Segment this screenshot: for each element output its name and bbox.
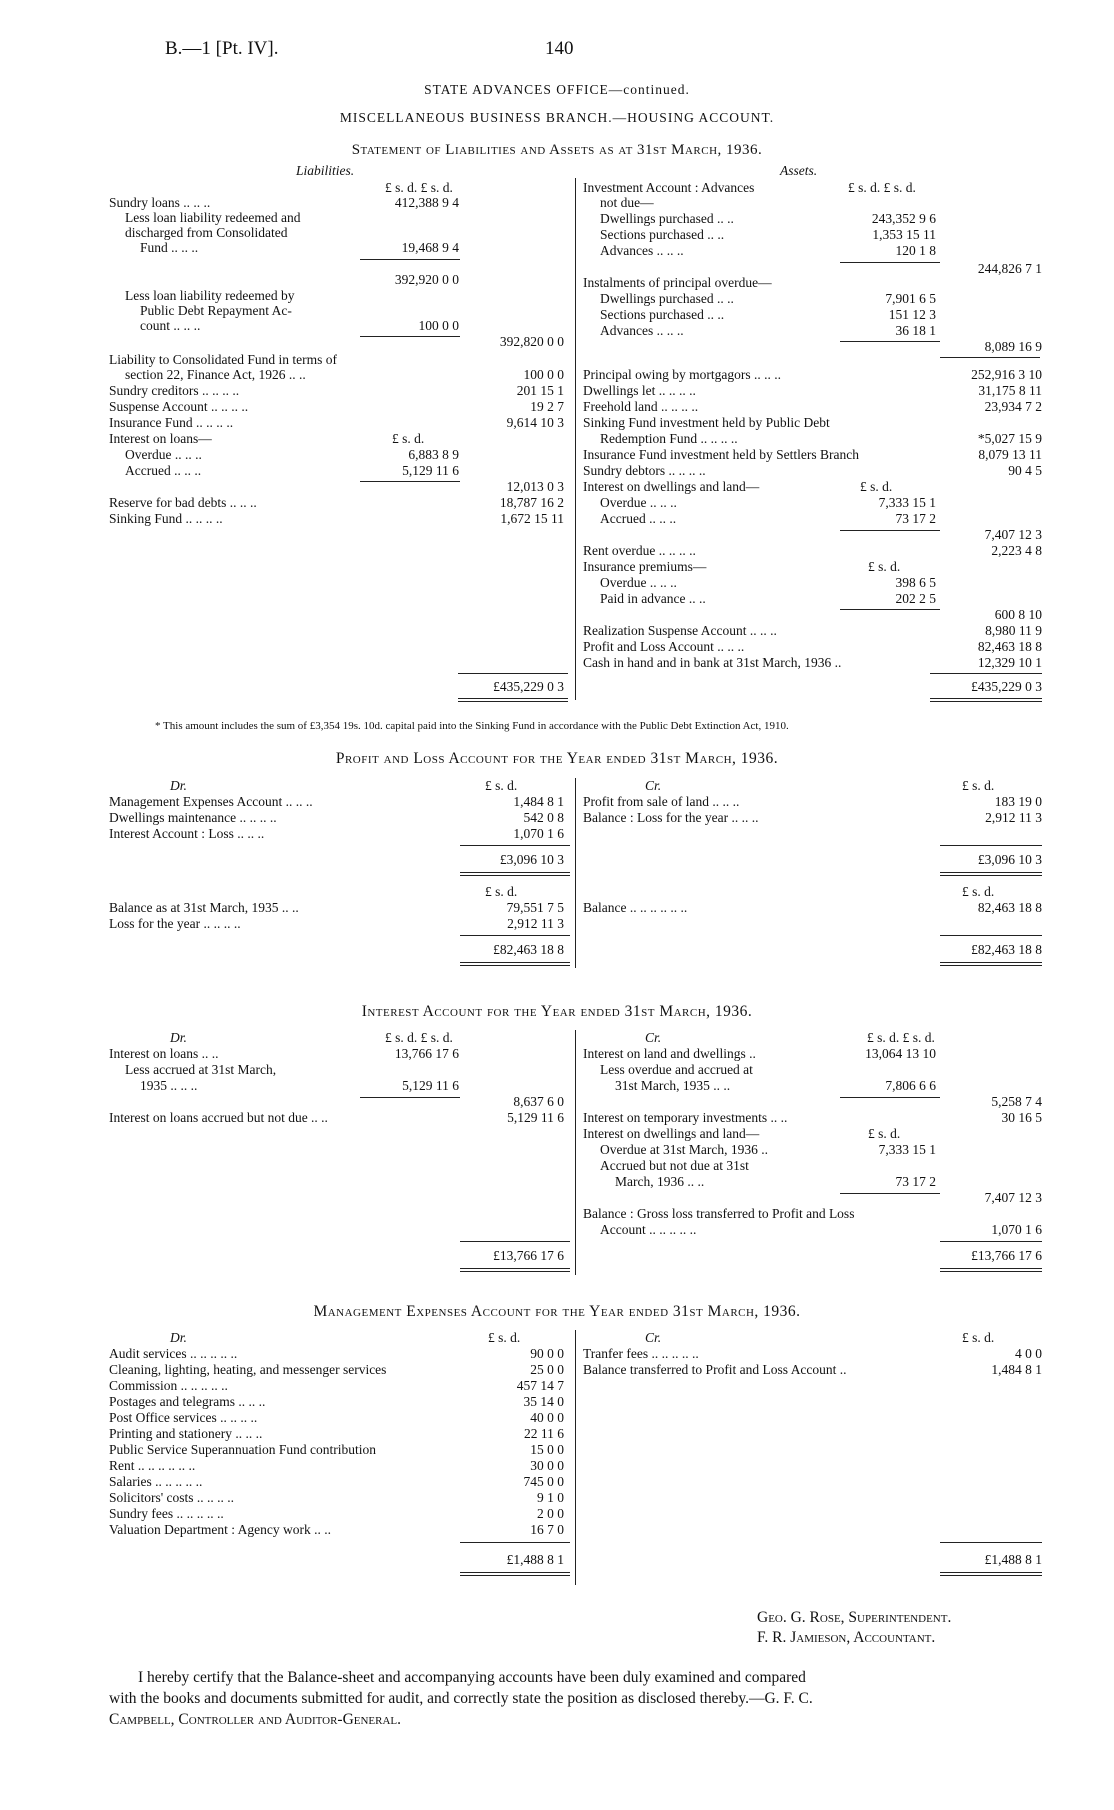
asset-amount: 8,980 11 9 [985, 623, 1042, 638]
rule [460, 1542, 570, 1543]
pl-debit-item: Balance as at 31st March, 1935 .. .. [109, 900, 299, 915]
ia-credit-item: 31st March, 1935 .. .. [615, 1078, 731, 1093]
lsd-header: £ s. d. £ s. d. [867, 1030, 935, 1045]
ia-debit-amount: 13,766 17 6 [394, 1046, 459, 1061]
credit-label: Cr. [645, 778, 662, 793]
certificate-line: Campbell, Controller and Auditor-General. [109, 1711, 402, 1728]
rule [460, 1572, 570, 1573]
asset-label: Insurance premiums— [583, 559, 707, 574]
column-divider [575, 178, 576, 700]
me-credit-amount: 1,484 8 1 [991, 1362, 1042, 1377]
rule [930, 673, 1042, 674]
me-item-label: Postages and telegrams .. .. .. [109, 1394, 266, 1409]
asset-label: Advances .. .. .. [600, 323, 684, 338]
footnote: * This amount includes the sum of £3,354 19s. 10d. capital paid into the Sinking Fund in accordance with the Public Debt Extinction Act, 1910. [155, 720, 789, 732]
asset-label: Interest on dwellings and land— [583, 479, 760, 494]
ia-debit-item: Interest on loans .. .. [109, 1046, 219, 1061]
rule [940, 875, 1042, 876]
lsd-header: £ s. d. [485, 884, 518, 899]
rule [460, 935, 570, 936]
pl-debit-amount: 79,551 7 5 [506, 900, 564, 915]
liability-label: Insurance Fund .. .. .. .. [109, 415, 234, 430]
liability-subtotal: 392,920 0 0 [394, 272, 459, 287]
liability-amount: 19,468 9 4 [401, 240, 459, 255]
liability-label: Reserve for bad debts .. .. .. [109, 495, 257, 510]
asset-label: Instalments of principal overdue— [583, 275, 772, 290]
me-item-amount: 35 14 0 [523, 1394, 564, 1409]
pl-total: £82,463 18 8 [971, 942, 1042, 957]
me-credit-item: Balance transferred to Profit and Loss Account .. [583, 1362, 847, 1377]
me-item-amount: 457 14 7 [516, 1378, 564, 1393]
liability-label: Less loan liability redeemed by [125, 288, 295, 303]
liability-amount: 1,672 15 11 [500, 511, 564, 526]
asset-amount: 1,353 15 11 [872, 227, 936, 242]
me-item-amount: 22 11 6 [524, 1426, 564, 1441]
debit-label: Dr. [170, 1030, 187, 1045]
lsd-header-left: £ s. d. £ s. d. [385, 180, 453, 195]
debit-label: Dr. [170, 1330, 187, 1345]
liability-label: Accrued .. .. .. [125, 463, 202, 478]
rule [940, 1542, 1042, 1543]
ia-credit-item: Less overdue and accrued at [600, 1062, 753, 1077]
ia-credit-amount: 30 16 5 [1001, 1110, 1042, 1125]
assets-total: £435,229 0 3 [971, 679, 1042, 694]
liability-amount: 100 0 0 [523, 367, 564, 382]
ia-debit-amount: 8,637 6 0 [513, 1094, 564, 1109]
liability-amount: 12,013 0 3 [506, 479, 564, 494]
asset-label: Sections purchased .. .. [600, 227, 725, 242]
rule [840, 341, 940, 342]
rule [360, 336, 460, 337]
ia-debit-amount: 5,129 11 6 [402, 1078, 459, 1093]
ia-debit-amount: 5,129 11 6 [507, 1110, 564, 1125]
asset-amount: 8,079 13 11 [978, 447, 1042, 462]
me-item-label: Valuation Department : Agency work .. .. [109, 1522, 331, 1537]
asset-label: Dwellings purchased .. .. [600, 211, 734, 226]
asset-amount: 8,089 16 9 [984, 339, 1042, 354]
rule [840, 1193, 940, 1194]
ia-credit-item: Accrued but not due at 31st [600, 1158, 749, 1173]
me-item-label: Salaries .. .. .. .. .. [109, 1474, 203, 1489]
page-number: 140 [545, 38, 574, 59]
ia-credit-amount: 7,407 12 3 [984, 1190, 1042, 1205]
rule [840, 530, 940, 531]
me-item-label: Rent .. .. .. .. .. .. [109, 1458, 196, 1473]
rule [940, 1575, 1042, 1576]
me-item-amount: 40 0 0 [530, 1410, 564, 1425]
rule [460, 1575, 570, 1576]
pl-credit-amount: 82,463 18 8 [977, 900, 1042, 915]
liability-label: Less loan liability redeemed and [125, 210, 301, 225]
liabilities-total: £435,229 0 3 [493, 679, 564, 694]
rule [930, 698, 1042, 699]
ia-credit-amount: 73 17 2 [895, 1174, 936, 1189]
lsd-header: £ s. d. [962, 778, 995, 793]
rule [460, 1241, 570, 1242]
ia-credit-amount: 5,258 7 4 [991, 1094, 1042, 1109]
rule [940, 845, 1042, 846]
rule [840, 262, 940, 263]
liability-amount: 5,129 11 6 [402, 463, 459, 478]
rule [360, 259, 460, 260]
lsd-subheader: £ s. d. [868, 559, 901, 574]
asset-label: Accrued .. .. .. [600, 511, 677, 526]
liability-amount: 100 0 0 [418, 318, 459, 333]
ia-credit-item: Overdue at 31st March, 1936 .. [600, 1142, 768, 1157]
asset-amount: 73 17 2 [895, 511, 936, 526]
ia-total: £13,766 17 6 [493, 1248, 564, 1263]
me-credit-amount: 4 0 0 [1015, 1346, 1042, 1361]
lsd-header: £ s. d. [962, 884, 995, 899]
me-item-amount: 2 0 0 [537, 1506, 564, 1521]
pl-credit-amount: 183 19 0 [994, 794, 1042, 809]
rule [940, 1241, 1042, 1242]
lsd-header: £ s. d. £ s. d. [385, 1030, 453, 1045]
asset-label: not due— [600, 195, 654, 210]
liability-label: discharged from Consolidated [125, 225, 288, 240]
asset-label: Investment Account : Advances [583, 180, 755, 195]
asset-amount: 398 6 5 [895, 575, 936, 590]
lsd-subheader: £ s. d. [868, 1126, 901, 1141]
asset-amount: *5,027 15 9 [977, 431, 1042, 446]
asset-label: Principal owing by mortgagors .. .. .. [583, 367, 781, 382]
pl-debit-amount: 2,912 11 3 [507, 916, 564, 931]
rule [458, 698, 568, 699]
pl-total: £3,096 10 3 [977, 852, 1042, 867]
asset-label: Dwellings purchased .. .. [600, 291, 734, 306]
rule [940, 1268, 1042, 1269]
liability-label: Interest on loans— [109, 431, 212, 446]
ia-credit-item: Account .. .. .. .. .. [600, 1222, 697, 1237]
certificate-line: with the books and documents submitted for audit, and correctly state the position as disclosed thereby.—G. F. C. [109, 1690, 813, 1707]
certificate-line: I hereby certify that the Balance-sheet and accompanying accounts have been duly examined and compared [138, 1669, 806, 1686]
liability-amount: 392,820 0 0 [499, 334, 564, 349]
me-item-label: Public Service Superannuation Fund contribution [109, 1442, 376, 1457]
me-item-amount: 30 0 0 [530, 1458, 564, 1473]
asset-label: Sinking Fund investment held by Public Debt [583, 415, 830, 430]
liabilities-heading: Liabilities. [296, 163, 355, 178]
liability-label: count .. .. .. [140, 318, 201, 333]
liability-label: Sundry creditors .. .. .. .. [109, 383, 240, 398]
pl-debit-amount: 542 0 8 [523, 810, 564, 825]
ia-credit-item: March, 1936 .. .. [615, 1174, 705, 1189]
me-total: £1,488 8 1 [984, 1552, 1042, 1567]
pl-credit-amount: 2,912 11 3 [985, 810, 1042, 825]
rule [458, 673, 568, 674]
me-credit-item: Tranfer fees .. .. .. .. .. [583, 1346, 699, 1361]
ia-credit-item: Interest on land and dwellings .. [583, 1046, 756, 1061]
liability-amount: 412,388 9 4 [394, 195, 459, 210]
me-item-amount: 16 7 0 [530, 1522, 564, 1537]
asset-amount: 36 18 1 [895, 323, 936, 338]
liability-amount: 18,787 16 2 [499, 495, 564, 510]
asset-amount: 244,826 7 1 [977, 261, 1042, 276]
rule [460, 845, 570, 846]
rule [460, 872, 570, 873]
pl-total: £3,096 10 3 [499, 852, 564, 867]
rule [460, 875, 570, 876]
asset-label: Rent overdue .. .. .. .. [583, 543, 696, 558]
ia-credit-amount: 13,064 13 10 [865, 1046, 936, 1061]
lsd-header: £ s. d. [488, 1330, 521, 1345]
rule [940, 962, 1042, 963]
liability-amount: 201 15 1 [516, 383, 564, 398]
liability-label: Fund .. .. .. [140, 240, 199, 255]
asset-label: Sections purchased .. .. [600, 307, 725, 322]
liability-label: Suspense Account .. .. .. .. [109, 399, 249, 414]
me-item-amount: 9 1 0 [537, 1490, 564, 1505]
asset-amount: 252,916 3 10 [971, 367, 1042, 382]
rule [840, 1097, 940, 1098]
ia-credit-item: Interest on dwellings and land— [583, 1126, 760, 1141]
asset-label: Dwellings let .. .. .. .. [583, 383, 696, 398]
me-item-label: Printing and stationery .. .. .. [109, 1426, 263, 1441]
rule [840, 609, 940, 610]
asset-label: Redemption Fund .. .. .. .. [600, 431, 738, 446]
pl-debit-item: Interest Account : Loss .. .. .. [109, 826, 265, 841]
asset-amount: 2,223 4 8 [991, 543, 1042, 558]
asset-amount: 202 2 5 [895, 591, 936, 606]
ia-title: Interest Account for the Year ended 31st March, 1936. [361, 1003, 753, 1020]
liability-label: Public Debt Repayment Ac- [140, 303, 292, 318]
pl-debit-amount: 1,070 1 6 [513, 826, 564, 841]
lsd-header-right: £ s. d. £ s. d. [848, 180, 916, 195]
rule [460, 1268, 570, 1269]
me-title: Management Expenses Account for the Year ended 31st March, 1936. [313, 1303, 801, 1320]
pl-title: Profit and Loss Account for the Year ended 31st March, 1936. [335, 750, 779, 767]
credit-label: Cr. [645, 1330, 662, 1345]
credit-label: Cr. [645, 1030, 662, 1045]
asset-amount: 12,329 10 1 [977, 655, 1042, 670]
me-item-amount: 745 0 0 [523, 1474, 564, 1489]
rule [458, 701, 568, 702]
asset-label: Overdue .. .. .. [600, 495, 677, 510]
asset-label: Overdue .. .. .. [600, 575, 677, 590]
pl-debit-amount: 1,484 8 1 [513, 794, 564, 809]
asset-label: Profit and Loss Account .. .. .. [583, 639, 745, 654]
statement-title: Statement of Liabilities and Assets as at 31st March, 1936. [351, 142, 763, 158]
asset-amount: 31,175 8 11 [978, 383, 1042, 398]
debit-label: Dr. [170, 778, 187, 793]
asset-label: Paid in advance .. .. [600, 591, 706, 606]
liability-label: Sinking Fund .. .. .. .. [109, 511, 223, 526]
rule [940, 965, 1042, 966]
rule [940, 1572, 1042, 1573]
asset-amount: 243,352 9 6 [871, 211, 936, 226]
asset-amount: 7,407 12 3 [984, 527, 1042, 542]
me-item-amount: 25 0 0 [530, 1362, 564, 1377]
pl-debit-item: Loss for the year .. .. .. .. [109, 916, 241, 931]
pl-credit-item: Balance .. .. .. .. .. .. [583, 900, 688, 915]
rule [460, 965, 570, 966]
me-item-label: Sundry fees .. .. .. .. .. [109, 1506, 224, 1521]
rule [930, 701, 1042, 702]
asset-amount: 120 1 8 [895, 243, 936, 258]
asset-amount: 600 8 10 [994, 607, 1042, 622]
lsd-header: £ s. d. [485, 778, 518, 793]
ia-total: £13,766 17 6 [971, 1248, 1042, 1263]
accountant-signature: F. R. Jamieson, Accountant. [757, 1629, 936, 1646]
branch-title: MISCELLANEOUS BUSINESS BRANCH.—HOUSING ACCOUNT. [339, 110, 775, 125]
liability-label: section 22, Finance Act, 1926 .. .. [125, 367, 306, 382]
asset-label: Cash in hand and in bank at 31st March, 1936 .. [583, 655, 842, 670]
rule [940, 357, 1040, 358]
liability-label: Liability to Consolidated Fund in terms of [109, 352, 337, 367]
rule [940, 872, 1042, 873]
lsd-header: £ s. d. [962, 1330, 995, 1345]
liability-amount: 9,614 10 3 [506, 415, 564, 430]
ia-credit-item: Balance : Gross loss transferred to Profit and Loss [583, 1206, 855, 1221]
document-reference: B.—1 [Pt. IV]. [165, 38, 279, 59]
rule [360, 1097, 460, 1098]
asset-amount: 7,901 6 5 [885, 291, 936, 306]
lsd-subheader: £ s. d. [860, 479, 893, 494]
pl-debit-item: Management Expenses Account .. .. .. [109, 794, 313, 809]
column-divider [575, 1030, 576, 1275]
rule [940, 935, 1042, 936]
liability-label: Overdue .. .. .. [125, 447, 202, 462]
asset-label: Freehold land .. .. .. .. [583, 399, 699, 414]
pl-debit-item: Dwellings maintenance .. .. .. .. [109, 810, 277, 825]
column-divider [575, 778, 576, 968]
me-item-label: Commission .. .. .. .. .. [109, 1378, 228, 1393]
rule [940, 1271, 1042, 1272]
asset-amount: 82,463 18 8 [977, 639, 1042, 654]
asset-label: Insurance Fund investment held by Settlers Branch [583, 447, 859, 462]
office-title: STATE ADVANCES OFFICE—continued. [424, 82, 690, 97]
liability-label: Sundry loans .. .. .. [109, 195, 211, 210]
me-item-label: Solicitors' costs .. .. .. .. [109, 1490, 235, 1505]
asset-amount: 90 4 5 [1008, 463, 1042, 478]
column-divider [575, 1330, 576, 1585]
asset-amount: 151 12 3 [888, 307, 936, 322]
ia-debit-item: Less accrued at 31st March, [125, 1062, 277, 1077]
me-item-amount: 90 0 0 [530, 1346, 564, 1361]
asset-amount: 7,333 15 1 [878, 495, 936, 510]
me-total: £1,488 8 1 [506, 1552, 564, 1567]
rule [460, 962, 570, 963]
asset-label: Sundry debtors .. .. .. .. [583, 463, 706, 478]
ia-credit-amount: 7,806 6 6 [885, 1078, 936, 1093]
rule [460, 1271, 570, 1272]
me-item-amount: 15 0 0 [530, 1442, 564, 1457]
asset-label: Realization Suspense Account .. .. .. [583, 623, 777, 638]
me-item-label: Cleaning, lighting, heating, and messenger services [109, 1362, 387, 1377]
pl-credit-item: Profit from sale of land .. .. .. [583, 794, 740, 809]
ia-credit-amount: 7,333 15 1 [878, 1142, 936, 1157]
rule [360, 481, 460, 482]
ia-debit-item: 1935 .. .. .. [140, 1078, 198, 1093]
me-item-label: Audit services .. .. .. .. .. [109, 1346, 238, 1361]
liability-amount: 19 2 7 [530, 399, 564, 414]
asset-label: Advances .. .. .. [600, 243, 684, 258]
assets-heading: Assets. [780, 163, 818, 178]
ia-credit-item: Interest on temporary investments .. .. [583, 1110, 788, 1125]
lsd-subheader: £ s. d. [392, 431, 425, 446]
pl-credit-item: Balance : Loss for the year .. .. .. [583, 810, 759, 825]
asset-amount: 23,934 7 2 [984, 399, 1042, 414]
superintendent-signature: Geo. G. Rose, Superintendent. [757, 1609, 952, 1626]
liability-amount: 6,883 8 9 [408, 447, 459, 462]
ia-debit-item: Interest on loans accrued but not due .. .. [109, 1110, 328, 1125]
ia-credit-amount: 1,070 1 6 [991, 1222, 1042, 1237]
pl-total: £82,463 18 8 [493, 942, 564, 957]
me-item-label: Post Office services .. .. .. .. [109, 1410, 258, 1425]
